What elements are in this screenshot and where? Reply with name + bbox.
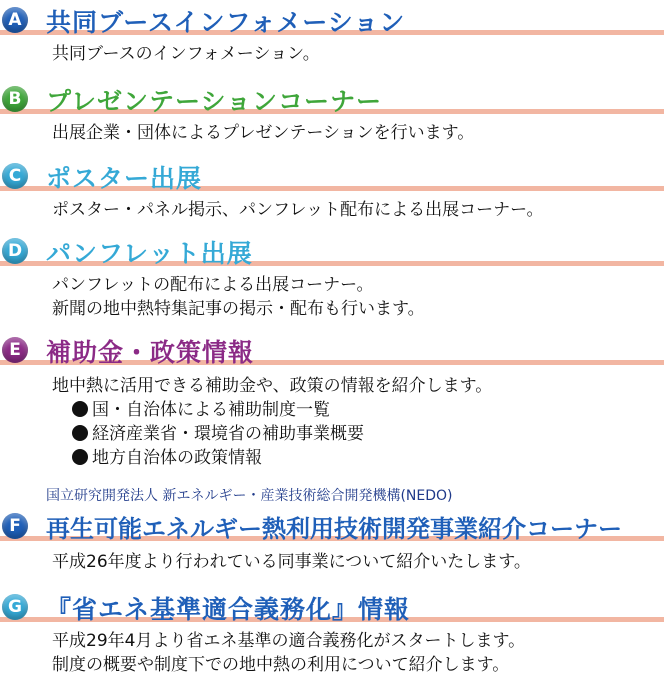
section-f — [0, 512, 670, 574]
section-e — [0, 336, 670, 470]
section-g-title: 『省エネ基準適合義務化』情報 — [46, 595, 411, 624]
section-f-badge: F — [2, 513, 28, 539]
section-a-title: 共同ブースインフォメーション — [46, 8, 406, 37]
section-e-bullet-3 — [72, 446, 670, 470]
section-d-badge: D — [2, 238, 28, 264]
section-d — [0, 237, 670, 321]
section-f-body — [52, 550, 670, 574]
section-b-header — [0, 85, 670, 119]
section-c-title: ポスター出展 — [46, 164, 203, 193]
section-e-bullet-1 — [72, 398, 670, 422]
section-g — [0, 593, 670, 677]
section-e-bullet-1-text: 国・自治体による補助制度一覧 — [92, 400, 330, 420]
section-d-body — [52, 273, 670, 321]
nedo-note: 国立研究開発法人 新エネルギー・産業技術総合開発機構(NEDO) — [46, 488, 453, 504]
section-e-line-1: 地中熱に活用できる補助金や、政策の情報を紹介します。 — [52, 376, 493, 396]
section-b-line-1: 出展企業・団体によるプレゼンテーションを行います。 — [52, 123, 475, 143]
section-c-header — [0, 162, 670, 196]
section-b-body — [52, 121, 670, 145]
section-c-badge: C — [2, 163, 28, 189]
section-d-title: パンフレット出展 — [46, 239, 253, 268]
bullet-icon — [72, 401, 88, 417]
section-f-title: 再生可能エネルギー熱利用技術開発事業紹介コーナー — [46, 515, 622, 543]
section-a-badge: A — [2, 7, 28, 33]
section-a-body — [52, 42, 670, 66]
section-e-body — [52, 374, 670, 398]
section-e-bullet-2 — [72, 422, 670, 446]
section-e-bullet-3-text: 地方自治体の政策情報 — [92, 448, 262, 468]
section-g-line-2: 制度の概要や制度下での地中熱の利用について紹介します。 — [52, 655, 510, 675]
section-g-body — [52, 629, 670, 677]
section-g-badge: G — [2, 594, 28, 620]
section-a-line-1: 共同ブースのインフォメーション。 — [52, 44, 320, 64]
section-g-header — [0, 593, 670, 627]
section-b-badge: B — [2, 86, 28, 112]
section-e-bullets — [72, 398, 670, 470]
section-f-header — [0, 512, 670, 546]
section-a-header — [0, 6, 670, 40]
section-b-title: プレゼンテーションコーナー — [46, 87, 383, 116]
section-e-bullet-2-text: 経済産業省・環境省の補助事業概要 — [92, 424, 364, 444]
section-e-title: 補助金・政策情報 — [46, 338, 255, 367]
section-d-line-1: パンフレットの配布による出展コーナー。 — [52, 275, 374, 295]
bullet-icon — [72, 425, 88, 441]
section-g-line-1: 平成29年4月より省エネ基準の適合義務化がスタートします。 — [52, 631, 526, 651]
section-d-header — [0, 237, 670, 271]
section-c-body — [52, 198, 670, 222]
section-e-badge: E — [2, 337, 28, 363]
section-d-line-2: 新聞の地中熱特集記事の掲示・配布も行います。 — [52, 299, 425, 319]
section-c-line-1: ポスター・パネル掲示、パンフレット配布による出展コーナー。 — [52, 200, 544, 220]
section-a — [0, 6, 670, 66]
section-f-line-1: 平成26年度より行われている同事業について紹介いたします。 — [52, 552, 531, 572]
section-c — [0, 162, 670, 222]
section-b — [0, 85, 670, 145]
section-e-header — [0, 336, 670, 370]
bullet-icon — [72, 449, 88, 465]
